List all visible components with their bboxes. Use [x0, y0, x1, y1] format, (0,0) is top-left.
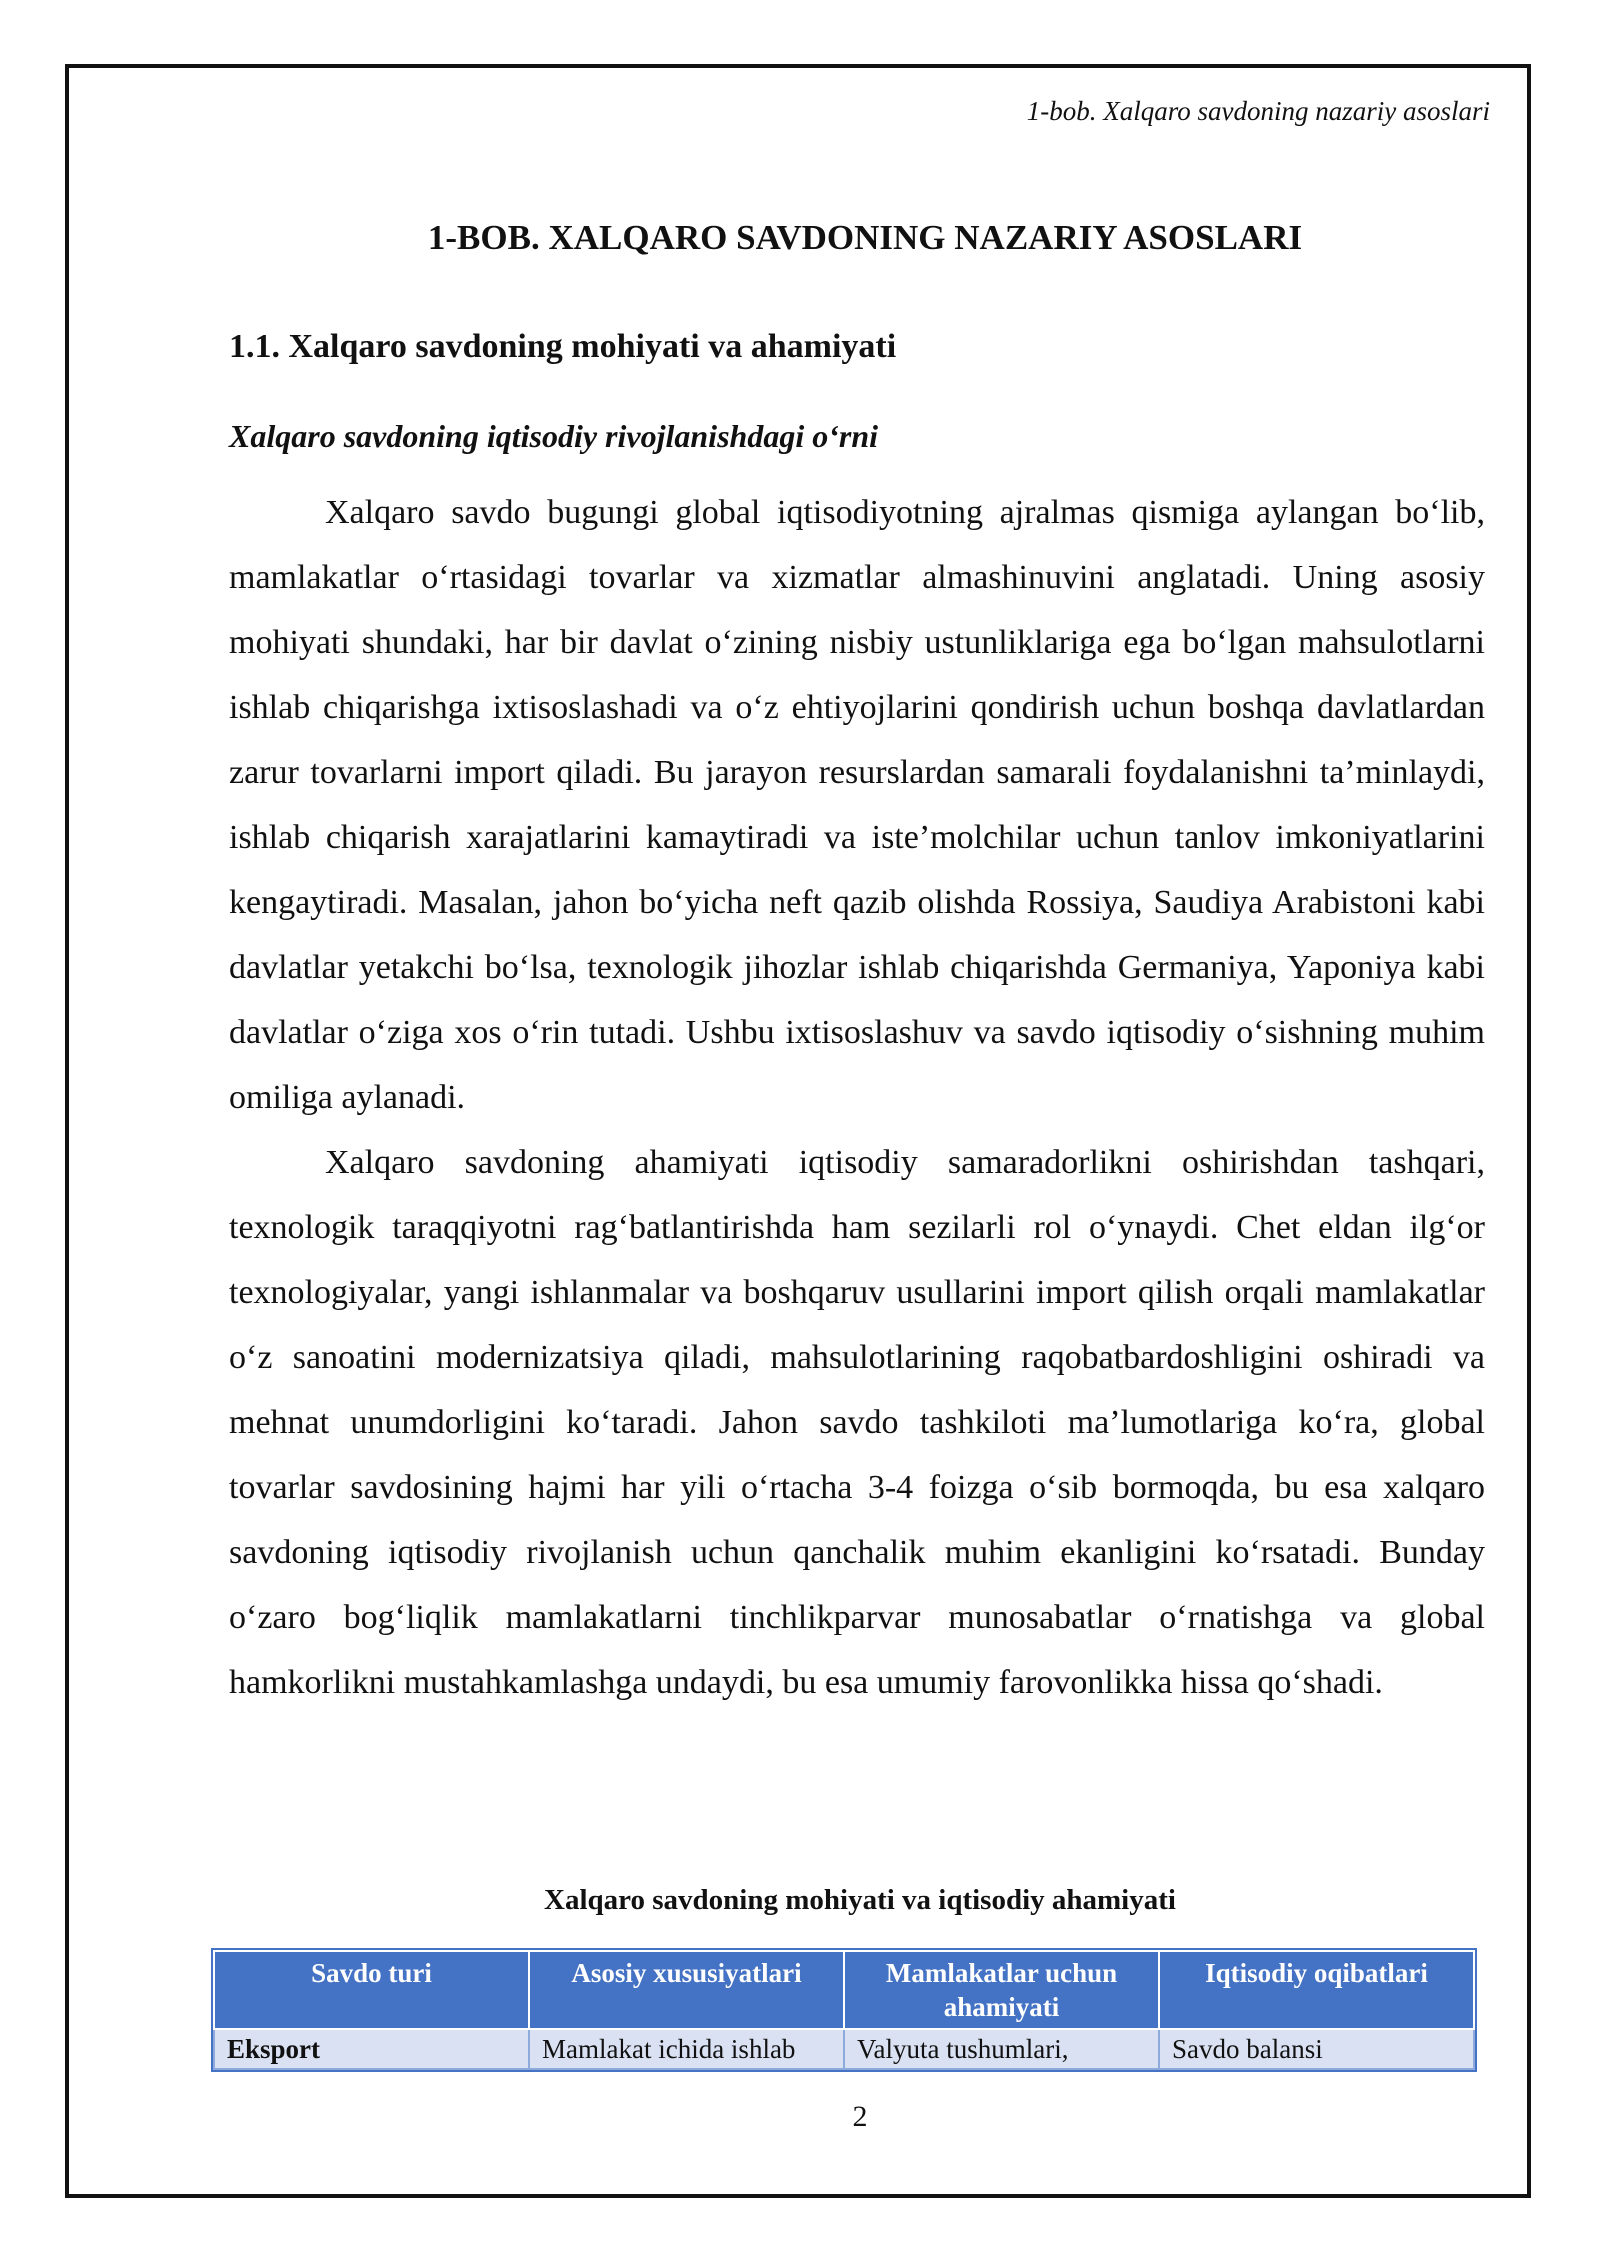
running-header: 1-bob. Xalqaro savdoning nazariy asoslari	[1026, 96, 1490, 126]
table-header-cell: Savdo turi	[214, 1951, 529, 2029]
table-caption: Xalqaro savdoning mohiyati va iqtisodiy ahamiyati	[544, 1884, 1176, 1916]
section-title: 1.1. Xalqaro savdoning mohiyati va ahamiyati	[229, 328, 897, 365]
table-cell: Mamlakat ichida ishlab	[529, 2029, 844, 2069]
table-cell: Savdo balansi	[1159, 2029, 1474, 2069]
table-header-row	[214, 1951, 1474, 2029]
subsection-title: Xalqaro savdoning iqtisodiy rivojlanishdagi o‘rni	[229, 418, 878, 454]
table-header-cell: Iqtisodiy oqibatlari	[1159, 1951, 1474, 2029]
paragraph: Xalqaro savdoning ahamiyati iqtisodiy samaradorlikni oshirishdan tashqari, texnologik taraqqiyotni rag‘batlantirishda ham sezilarli rol o‘ynaydi. Chet eldan ilg‘or texnologiyalar, yangi ishlanmalar va boshqaruv usullarini import qilish orqali mamlakatlar o‘z sanoatini modernizatsiya qiladi, mahsulotlarining raqobatbardoshligini oshiradi va mehnat unumdorligini ko‘taradi. Jahon savdo tashkiloti ma’lumotlariga ko‘ra, global tovarlar savdosining hajmi har yili o‘rtacha 3-4 foizga o‘sib bormoqda, bu esa xalqaro savdoning iqtisodiy rivojlanish uchun qanchalik muhim ekanligini ko‘rsatadi. Bunday o‘zaro bog‘liqlik mamlakatlarni tinchlikparvar munosabatlar o‘rnatishga va global hamkorlikni mustahkamlashga undaydi, bu esa umumiy farovonlikka hissa qo‘shadi.	[229, 1144, 1485, 1701]
table-cell: Eksport	[214, 2029, 529, 2069]
table-row	[214, 2029, 1474, 2069]
page-number: 2	[852, 2100, 868, 2133]
body-text	[229, 480, 1485, 1715]
table-header-cell: Mamlakatlar uchun ahamiyati	[844, 1951, 1159, 2029]
paragraph: Xalqaro savdo bugungi global iqtisodiyotning ajralmas qismiga aylangan bo‘lib, mamlakatlar o‘rtasidagi tovarlar va xizmatlar almashinuvini anglatadi. Uning asosiy mohiyati shundaki, har bir davlat o‘zining nisbiy ustunliklariga ega bo‘lgan mahsulotlarni ishlab chiqarishga ixtisoslashadi va o‘z ehtiyojlarini qondirish uchun boshqa davlatlardan zarur tovarlarni import qiladi. Bu jarayon resurslardan samarali foydalanishni ta’minlaydi, ishlab chiqarish xarajatlarini kamaytiradi va iste’molchilar uchun tanlov imkoniyatlarini kengaytiradi. Masalan, jahon bo‘yicha neft qazib olishda Rossiya, Saudiya Arabistoni kabi davlatlar yetakchi bo‘lsa, texnologik jihozlar ishlab chiqarishda Germaniya, Yaponiya kabi davlatlar o‘ziga xos o‘rin tutadi. Ushbu ixtisoslashuv va savdo iqtisodiy o‘sishning muhim omiliga aylanadi.	[229, 494, 1485, 1116]
chapter-title: 1-BOB. XALQARO SAVDONING NAZARIY ASOSLARI	[427, 218, 1303, 257]
table-cell: Valyuta tushumlari,	[844, 2029, 1159, 2069]
table-header-cell: Asosiy xususiyatlari	[529, 1951, 844, 2029]
info-table	[213, 1950, 1475, 2070]
